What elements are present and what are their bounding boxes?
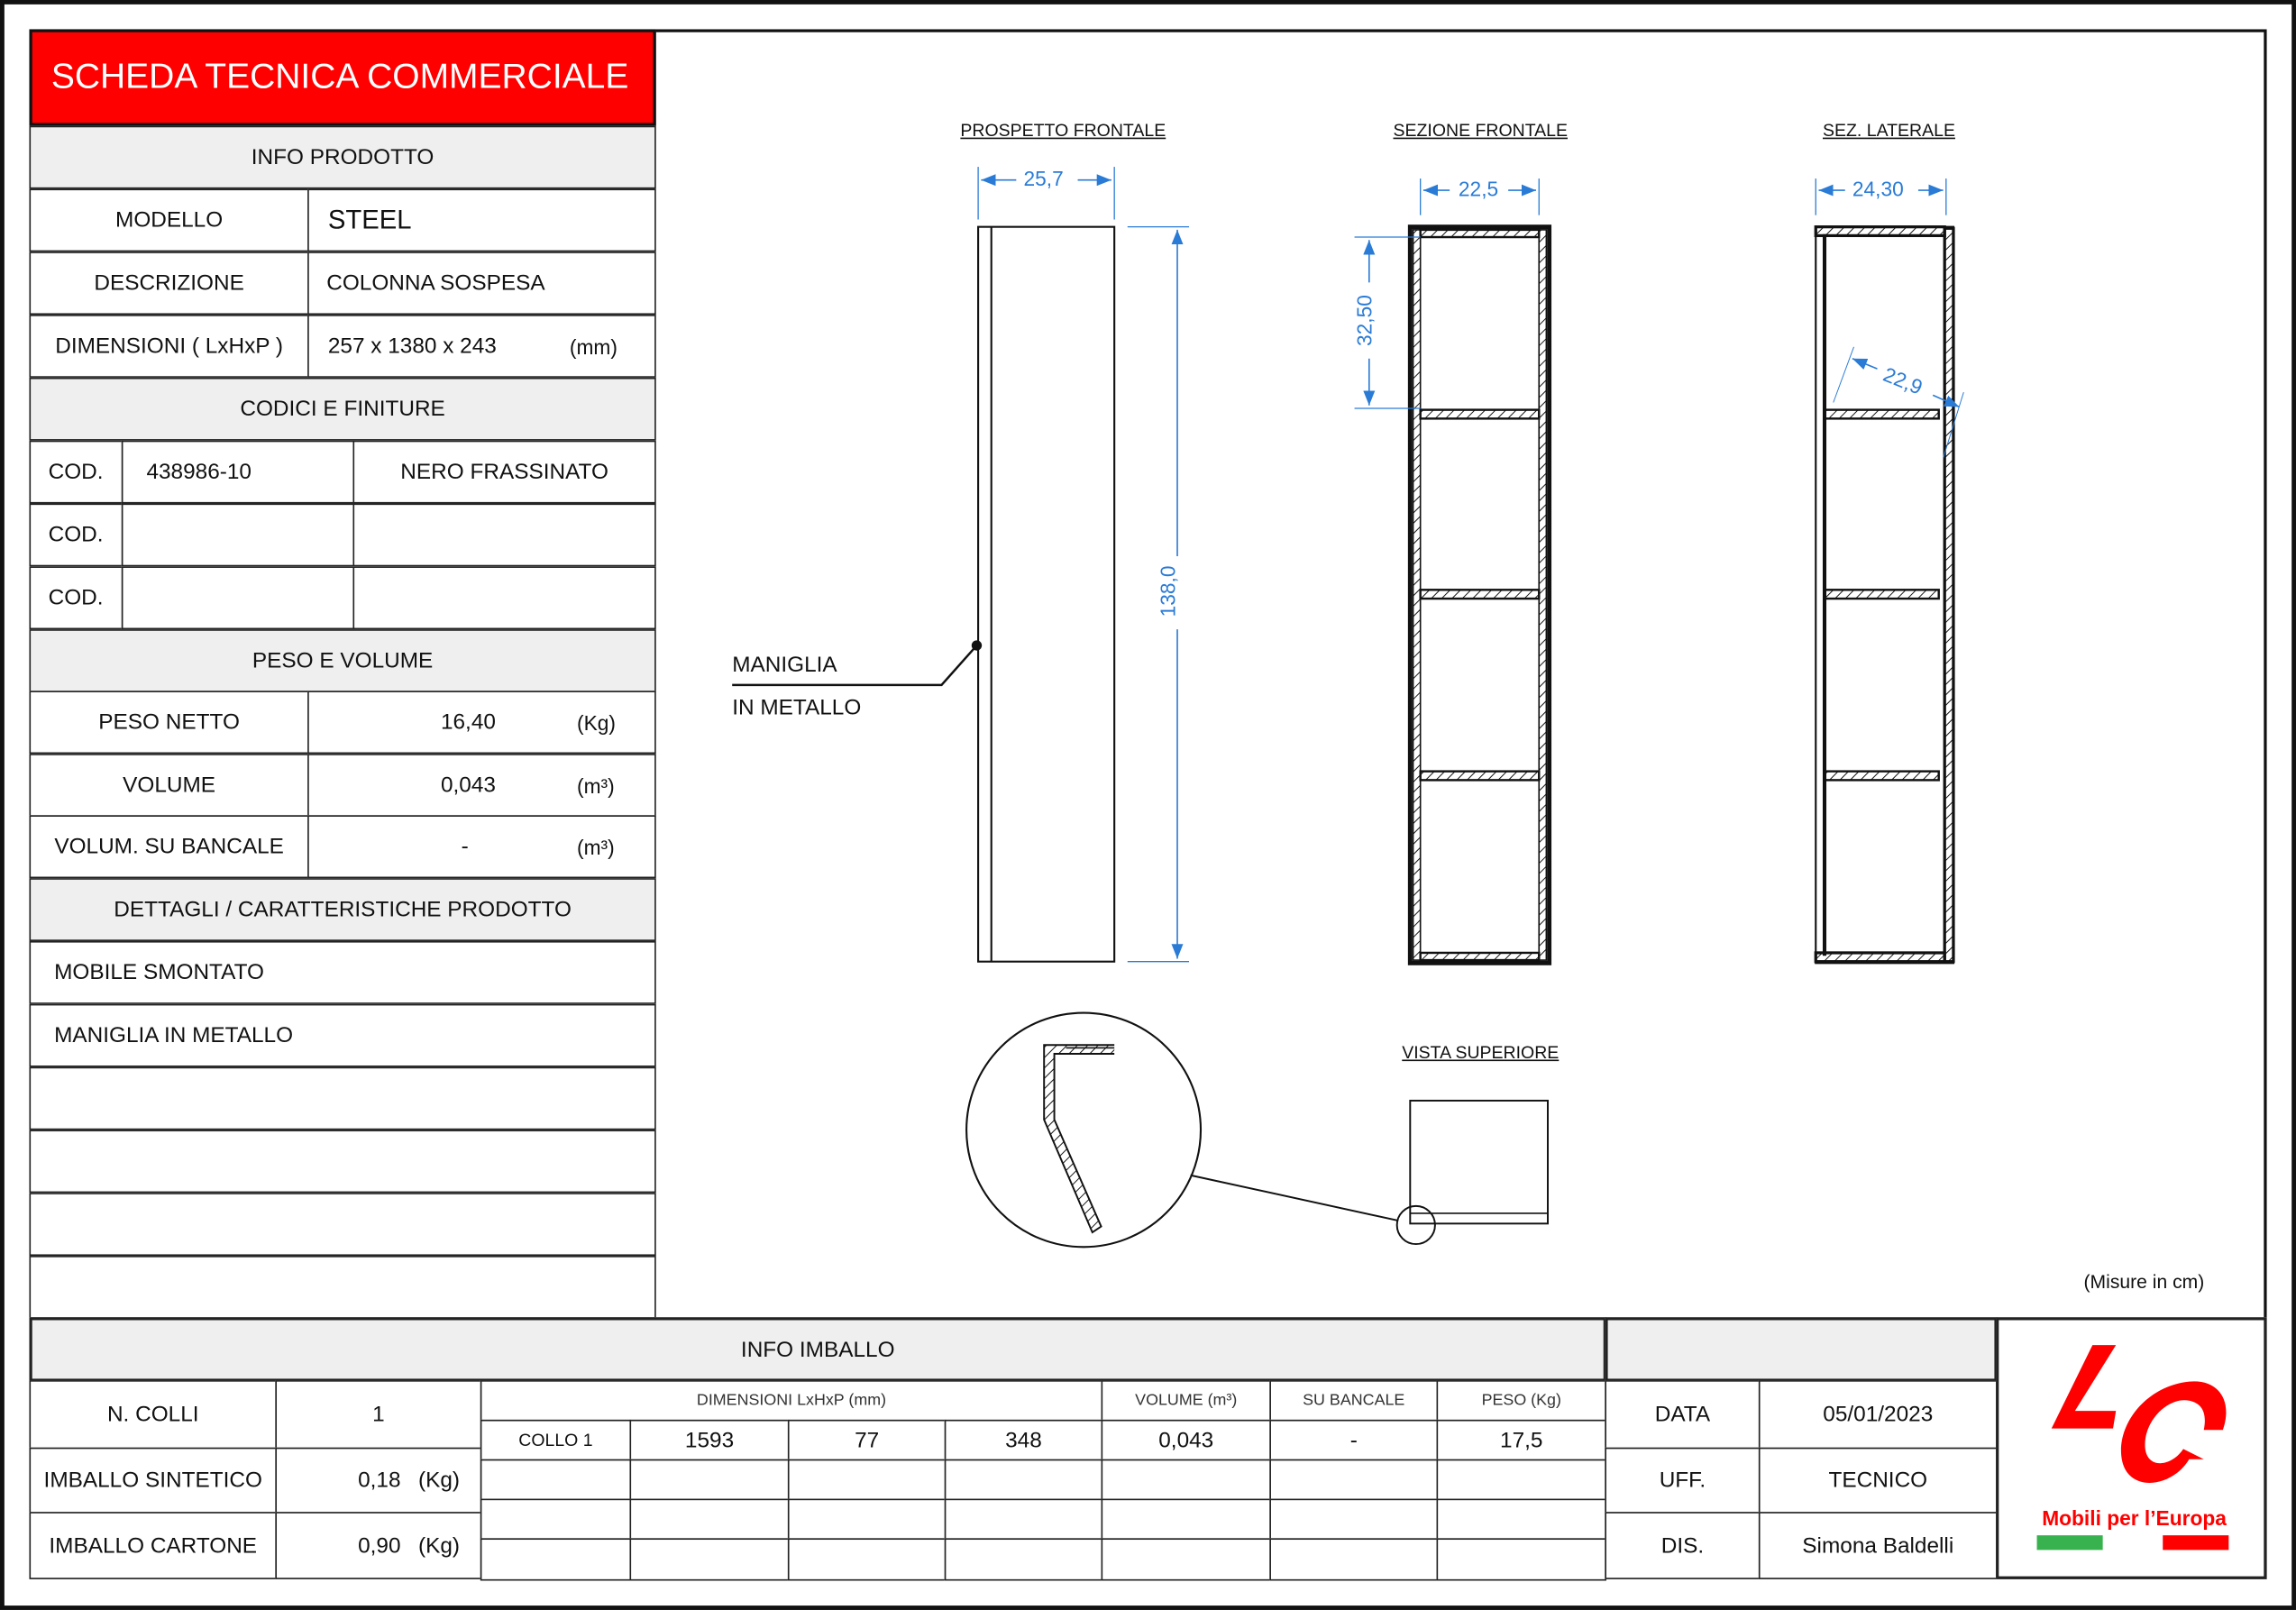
- cod-label: COD.: [29, 504, 123, 567]
- n-colli-value: 1: [275, 1380, 481, 1449]
- collo-label: COLLO 1: [480, 1420, 631, 1460]
- top-view: [1397, 1101, 1548, 1244]
- value: 0,18: [358, 1468, 401, 1494]
- dimensioni-unit: (mm): [569, 334, 617, 358]
- logo-tagline: Mobili per l’Europa: [2042, 1505, 2227, 1530]
- value: -: [461, 834, 469, 860]
- package-cell: [788, 1499, 946, 1540]
- dim-side-width: 24,30: [1852, 177, 1904, 201]
- logo-lc: [1999, 1320, 2270, 1582]
- package-cell: [945, 1499, 1102, 1540]
- package-cell: [1269, 1499, 1438, 1540]
- data-value: 05/01/2023: [1759, 1380, 1998, 1449]
- dim-section-width: 22,5: [1458, 177, 1499, 201]
- col-volume: VOLUME (m³): [1102, 1380, 1271, 1421]
- package-cell: [1437, 1459, 1606, 1500]
- logo-red-bar: [2163, 1535, 2228, 1550]
- section-header-codici: CODICI E FINITURE: [29, 378, 655, 441]
- package-cell: [629, 1499, 789, 1540]
- dim-side-shelf: 22,9: [1880, 361, 1926, 399]
- value: 16,40: [440, 709, 496, 736]
- modello-value: STEEL: [307, 188, 656, 252]
- dim-front-width: 25,7: [1023, 167, 1064, 191]
- collo-label: [480, 1499, 631, 1540]
- package-cell: [788, 1459, 946, 1500]
- section-header-peso: PESO E VOLUME: [29, 629, 655, 692]
- unit: (Kg): [418, 1532, 461, 1559]
- peso-netto-label: PESO NETTO: [29, 691, 308, 754]
- package-cell: [1102, 1459, 1271, 1500]
- label-prospetto-frontale: PROSPETTO FRONTALE: [960, 120, 1166, 141]
- package-cell: [788, 1538, 946, 1580]
- package-cell: [1269, 1538, 1438, 1580]
- collo-label: [480, 1459, 631, 1500]
- handle-detail: [966, 1013, 1398, 1248]
- detail-item: MANIGLIA IN METALLO: [29, 1004, 655, 1067]
- n-colli-label: N. COLLI: [29, 1380, 277, 1449]
- dim-section-shelf: 32,50: [1352, 295, 1377, 347]
- data-label: DATA: [1605, 1380, 1760, 1449]
- unit: (m³): [577, 835, 615, 859]
- descrizione-value: COLONNA SOSPESA: [307, 252, 656, 315]
- package-cell: [945, 1459, 1102, 1500]
- sintetico-label: IMBALLO SINTETICO: [29, 1448, 277, 1514]
- package-cell: 1593: [629, 1420, 789, 1460]
- package-cell: 17,5: [1437, 1420, 1606, 1460]
- cod-finish: NERO FRASSINATO: [352, 441, 655, 504]
- collo-label: [480, 1538, 631, 1580]
- cod-label: COD.: [29, 566, 123, 629]
- package-cell: -: [1269, 1420, 1438, 1460]
- label-sez-laterale: SEZ. LATERALE: [1822, 120, 1955, 141]
- section-header-info-prodotto: INFO PRODOTTO: [29, 126, 655, 189]
- dis-value: Simona Baldelli: [1759, 1512, 1998, 1579]
- cartone-label: IMBALLO CARTONE: [29, 1512, 277, 1579]
- logo-cell: [1996, 1317, 2267, 1579]
- package-cell: [945, 1538, 1102, 1580]
- unit: (Kg): [577, 710, 616, 735]
- handle-label-1: MANIGLIA: [732, 653, 837, 678]
- package-cell: [629, 1538, 789, 1580]
- cartone-value: [275, 1512, 481, 1579]
- unit: (Kg): [418, 1468, 461, 1494]
- cod-label: COD.: [29, 441, 123, 504]
- handle-label-2: IN METALLO: [732, 695, 862, 720]
- package-cell: 348: [945, 1420, 1102, 1460]
- logo-green-bar: [2037, 1535, 2103, 1550]
- package-cell: [1102, 1538, 1271, 1580]
- dim-front-height: 138,0: [1156, 565, 1180, 617]
- bancale-label: VOLUM. SU BANCALE: [29, 815, 308, 878]
- uff-label: UFF.: [1605, 1448, 1760, 1514]
- side-section: [1816, 178, 1963, 963]
- meta-header: [1605, 1317, 1997, 1381]
- unit: (m³): [577, 773, 615, 798]
- col-dimensioni: DIMENSIONI LxHxP (mm): [480, 1380, 1102, 1421]
- dimensioni-text: 257 x 1380 x 243: [327, 334, 497, 359]
- value: 0,043: [440, 773, 496, 798]
- descrizione-label: DESCRIZIONE: [29, 252, 308, 315]
- package-cell: [1269, 1459, 1438, 1500]
- dis-label: DIS.: [1605, 1512, 1760, 1579]
- front-elevation: [732, 167, 1189, 962]
- volume-label: VOLUME: [29, 754, 308, 817]
- label-sezione-frontale: SEZIONE FRONTALE: [1393, 120, 1569, 141]
- package-cell: [1437, 1499, 1606, 1540]
- front-section: [1355, 178, 1550, 963]
- value: 0,90: [358, 1532, 401, 1559]
- dimensioni-label: DIMENSIONI ( LxHxP ): [29, 315, 308, 378]
- package-cell: [1102, 1499, 1271, 1540]
- modello-label: MODELLO: [29, 188, 308, 252]
- package-cell: [1437, 1538, 1606, 1580]
- uff-value: TECNICO: [1759, 1448, 1998, 1514]
- package-cell: 0,043: [1102, 1420, 1271, 1460]
- package-cell: [629, 1459, 789, 1500]
- col-peso: PESO (Kg): [1437, 1380, 1606, 1421]
- units-note: (Misure in cm): [2083, 1270, 2205, 1293]
- sintetico-value: [275, 1448, 481, 1514]
- detail-item: MOBILE SMONTATO: [29, 941, 655, 1004]
- label-vista-superiore: VISTA SUPERIORE: [1402, 1042, 1560, 1063]
- section-header-dettagli: DETTAGLI / CARATTERISTICHE PRODOTTO: [29, 878, 655, 941]
- cod-value: 438986-10: [122, 441, 354, 504]
- section-header-imballo: INFO IMBALLO: [29, 1317, 1605, 1381]
- package-cell: 77: [788, 1420, 946, 1460]
- page-title: SCHEDA TECNICA COMMERCIALE: [29, 29, 655, 125]
- col-bancale: SU BANCALE: [1269, 1380, 1438, 1421]
